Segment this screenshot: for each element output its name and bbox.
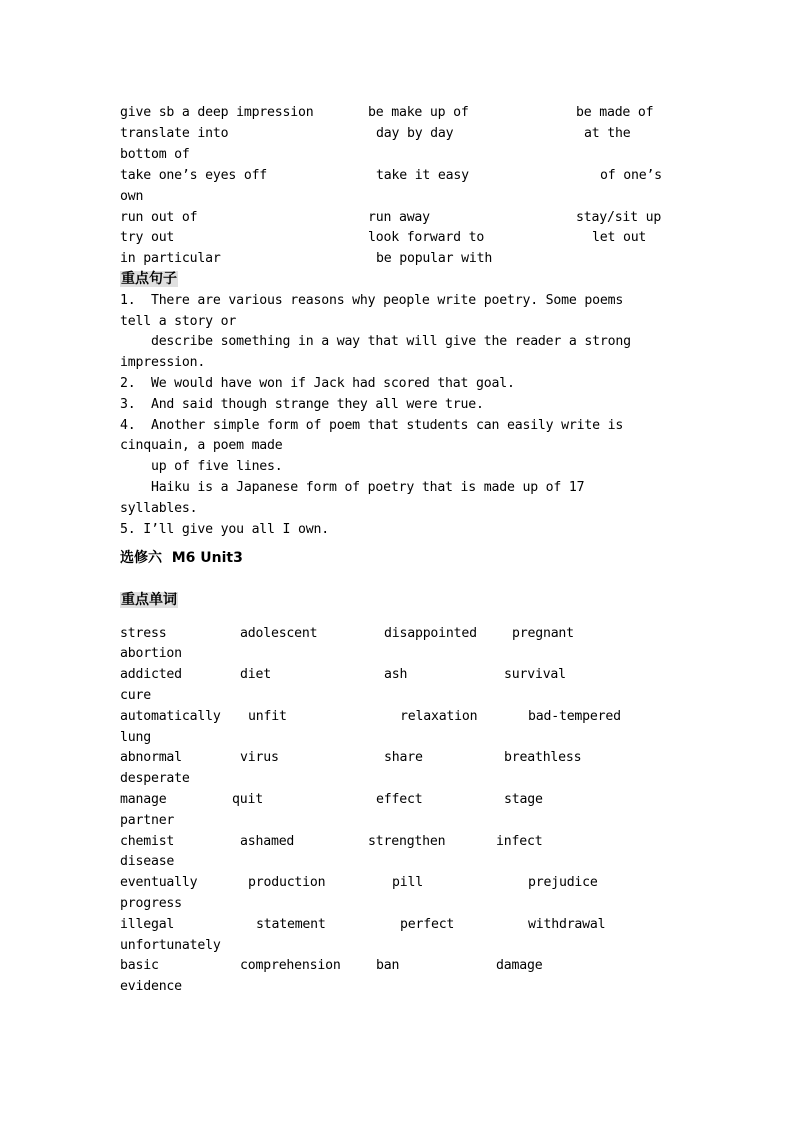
sentence-line: impression. (120, 355, 206, 370)
word: ashamed (240, 834, 295, 849)
word: survival (504, 667, 566, 682)
phrase: let out (592, 230, 647, 245)
phrase: run away (368, 210, 430, 225)
word: cure (120, 688, 151, 703)
word: addicted (120, 667, 182, 682)
word: ash (384, 667, 408, 682)
sentence-line: syllables. (120, 501, 198, 516)
word: abnormal (120, 750, 182, 765)
phrase: look forward to (368, 230, 485, 245)
word: pill (392, 875, 423, 890)
word: chemist (120, 834, 175, 849)
sentence-line: 2. We would have won if Jack had scored that goal. (120, 376, 515, 391)
word: adolescent (240, 626, 318, 641)
word: automatically (120, 709, 221, 724)
word: prejudice (528, 875, 598, 890)
word: disease (120, 854, 175, 869)
phrase: at the (584, 126, 631, 141)
word: manage (120, 792, 167, 807)
sentences-heading (120, 269, 178, 289)
sentence-line: 4. Another simple form of poem that students can easily write is (120, 418, 624, 433)
word: bad-tempered (528, 709, 621, 724)
phrase: translate into (120, 126, 229, 141)
word: evidence (120, 979, 182, 994)
words-heading (120, 590, 178, 610)
phrase: be popular with (376, 251, 493, 266)
word: effect (376, 792, 423, 807)
word: ban (376, 958, 400, 973)
phrase: in particular (120, 251, 221, 266)
phrase: of one’s (600, 168, 662, 183)
word: disappointed (384, 626, 477, 641)
sentence-line: cinquain, a poem made (120, 438, 283, 453)
word: progress (120, 896, 182, 911)
word: basic (120, 958, 159, 973)
word: perfect (400, 917, 455, 932)
word: eventually (120, 875, 198, 890)
phrase: bottom of (120, 147, 190, 162)
word: pregnant (512, 626, 574, 641)
phrase: own (120, 189, 144, 204)
words-heading-text: 重点单词 (121, 592, 177, 608)
word: statement (256, 917, 326, 932)
sentence-line: up of five lines. (120, 459, 283, 474)
sentence-line: 3. And said though strange they all were true. (120, 397, 484, 412)
word: stage (504, 792, 543, 807)
phrase: day by day (376, 126, 454, 141)
sentence-line: 5. I’ll give you all I own. (120, 522, 329, 537)
phrase: take one’s eyes off (120, 168, 268, 183)
word: stress (120, 626, 167, 641)
phrase: try out (120, 230, 175, 245)
sentences-heading-text: 重点句子 (121, 271, 177, 287)
word: virus (240, 750, 279, 765)
word: production (248, 875, 326, 890)
word: damage (496, 958, 543, 973)
phrase: be make up of (368, 105, 469, 120)
word: desperate (120, 771, 190, 786)
word: relaxation (400, 709, 478, 724)
phrase: give sb a deep impression (120, 105, 314, 120)
word: lung (120, 730, 151, 745)
word: abortion (120, 646, 182, 661)
word: unfortunately (120, 938, 221, 953)
word: infect (496, 834, 543, 849)
word: quit (232, 792, 263, 807)
phrase: take it easy (376, 168, 469, 183)
word: share (384, 750, 423, 765)
word: withdrawal (528, 917, 606, 932)
sentence-line: tell a story or (120, 314, 237, 329)
word: comprehension (240, 958, 341, 973)
word: illegal (120, 917, 175, 932)
word: strengthen (368, 834, 446, 849)
sentence-line: describe something in a way that will give the reader a strong (120, 334, 631, 349)
word: breathless (504, 750, 582, 765)
sentence-line: Haiku is a Japanese form of poetry that is made up of 17 (120, 480, 585, 495)
unit-title: 选修六 M6 Unit3 (120, 550, 243, 566)
word: unfit (248, 709, 287, 724)
sentence-line: 1. There are various reasons why people write poetry. Some poems (120, 293, 624, 308)
phrase: stay/sit up (576, 210, 662, 225)
word: diet (240, 667, 271, 682)
phrase: run out of (120, 210, 198, 225)
phrase: be made of (576, 105, 654, 120)
word: partner (120, 813, 175, 828)
